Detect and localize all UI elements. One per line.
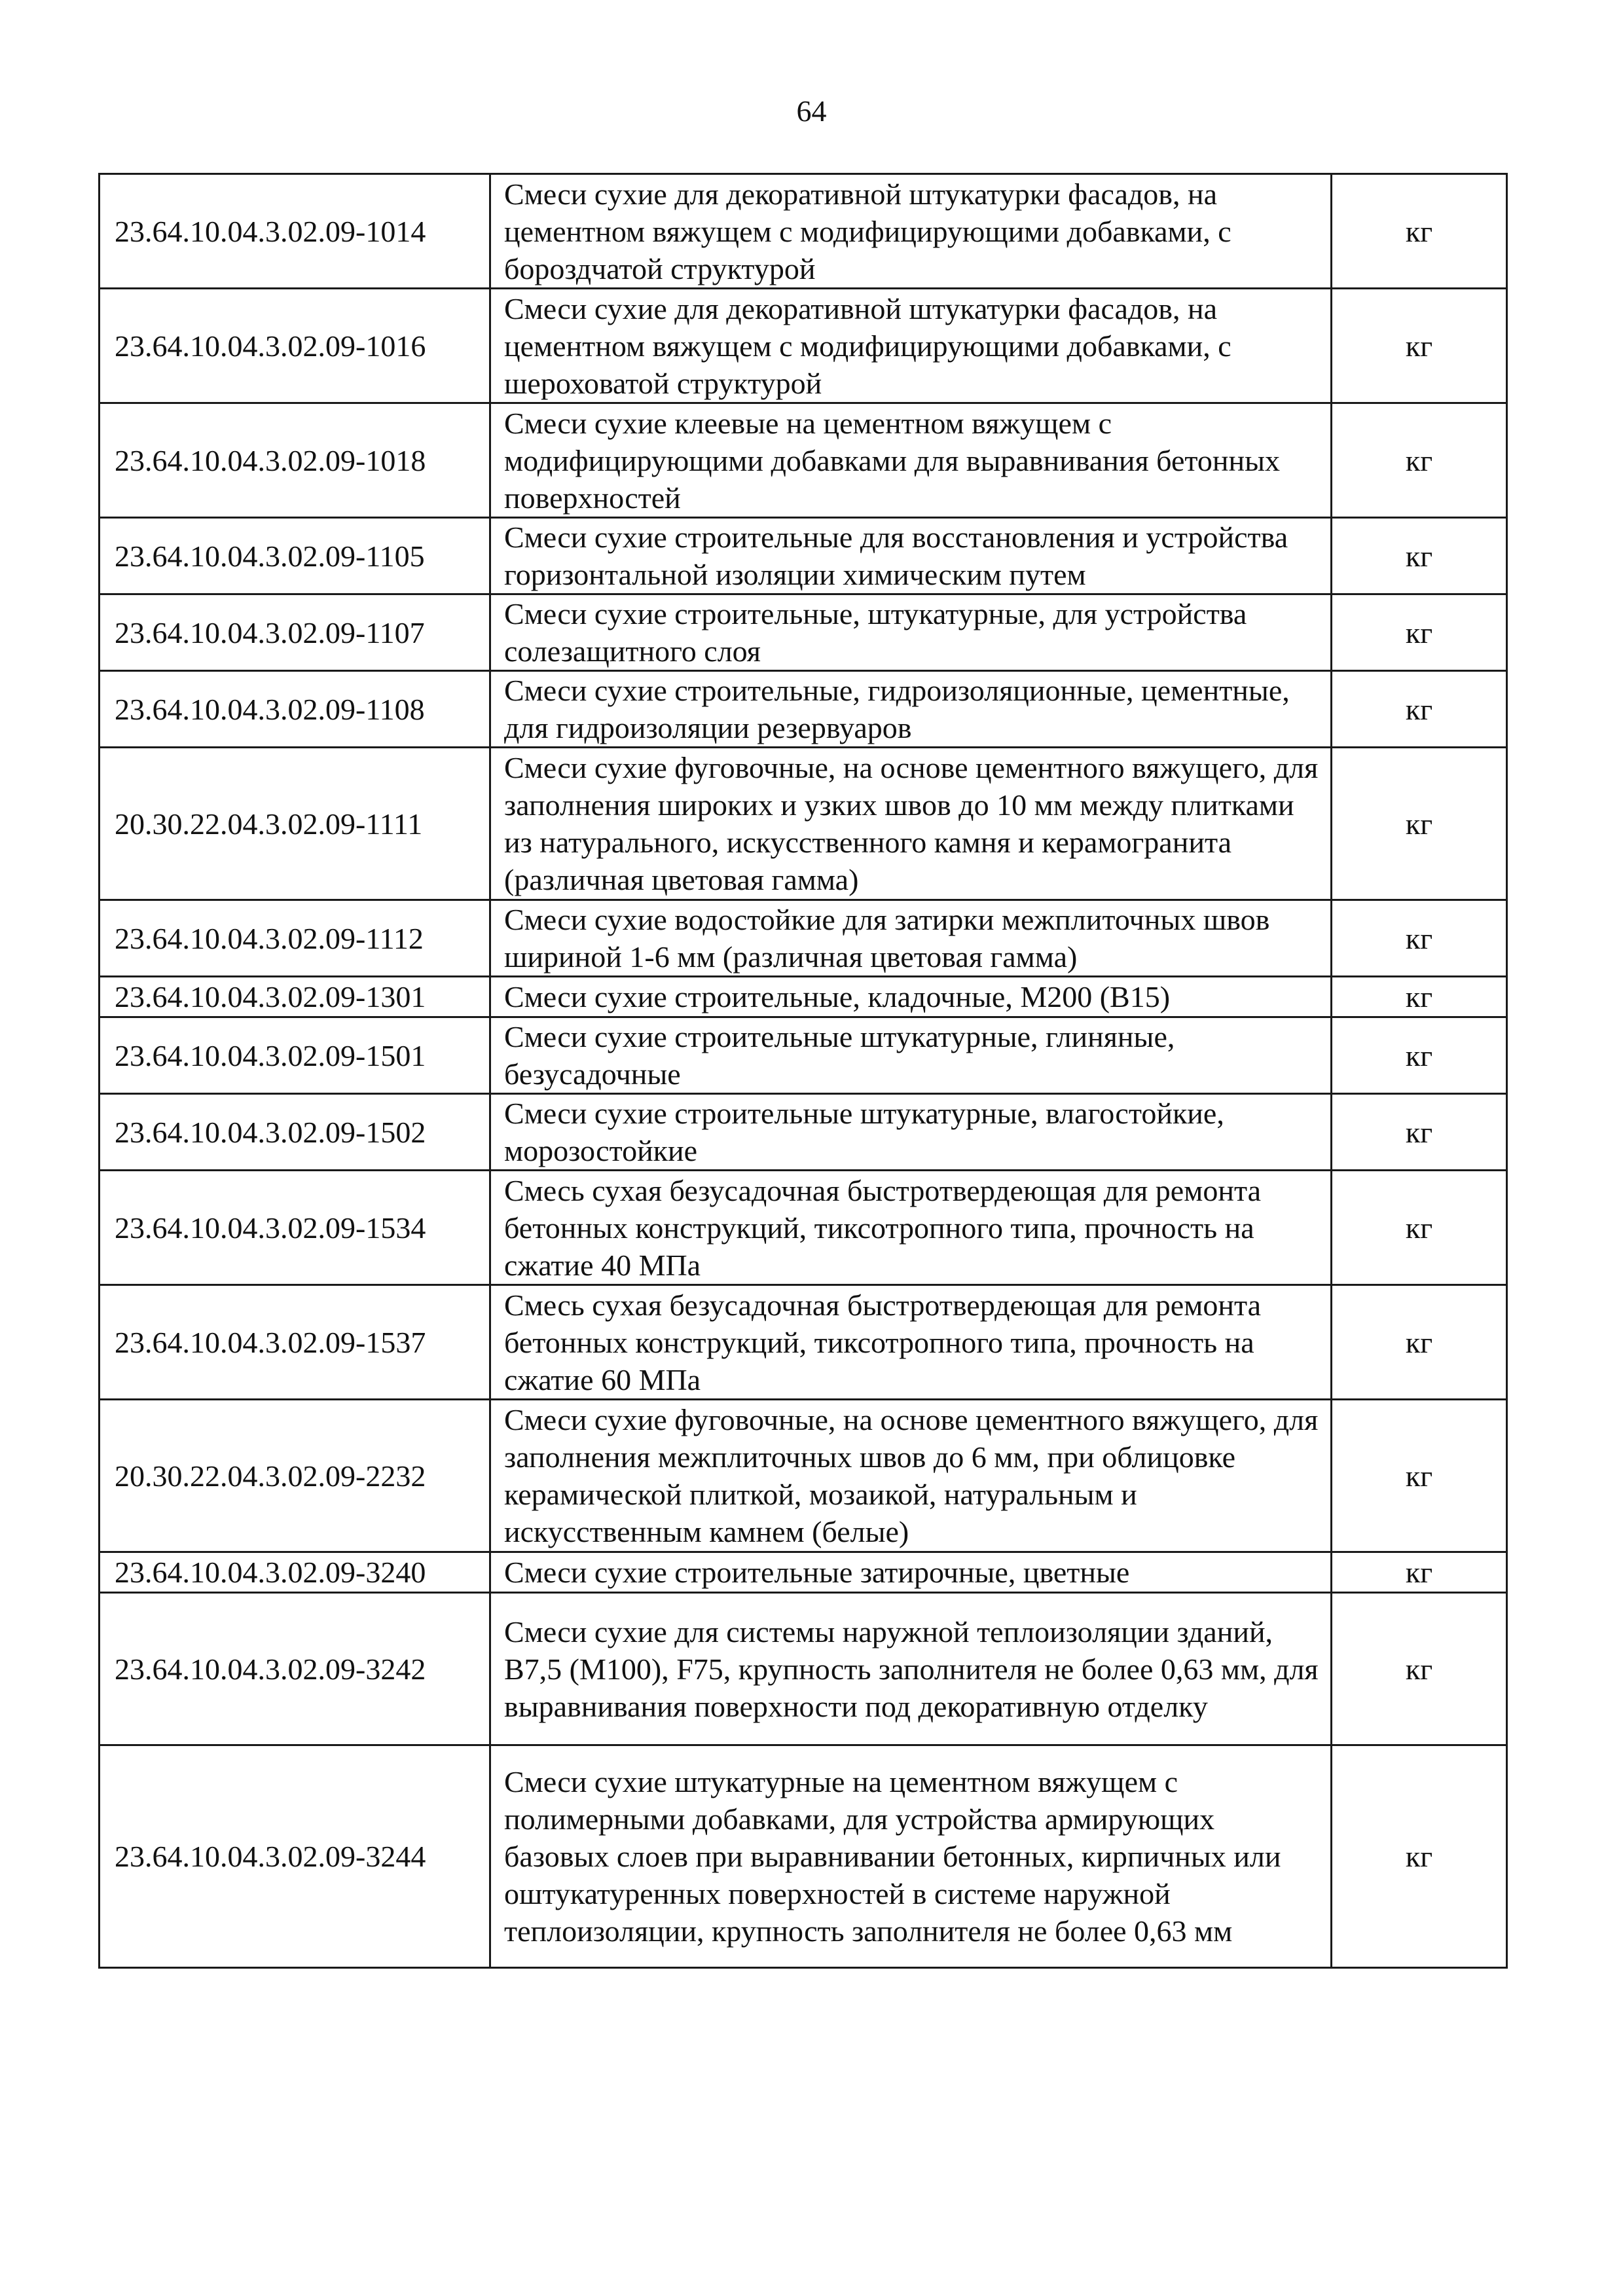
resource-name: Смеси сухие строительные затирочные, цветные [490,1552,1332,1593]
resource-code: 23.64.10.04.3.02.09-1534 [100,1171,490,1285]
table-row [100,748,1507,900]
resource-code: 23.64.10.04.3.02.09-3240 [100,1552,490,1593]
unit-of-measure: кг [1332,1593,1507,1745]
unit-of-measure: кг [1332,1094,1507,1171]
table-row [100,1171,1507,1285]
resource-code: 23.64.10.04.3.02.09-3242 [100,1593,490,1745]
table-row [100,1400,1507,1552]
resource-name: Смеси сухие строительные штукатурные, глиняные, безусадочные [490,1017,1332,1094]
resource-code: 23.64.10.04.3.02.09-1108 [100,671,490,748]
resource-name: Смеси сухие строительные, гидроизоляционные, цементные, для гидроизоляции резервуаров [490,671,1332,748]
table-row [100,900,1507,977]
resource-name: Смеси сухие фуговочные, на основе цементного вяжущего, для заполнения межплиточных швов до 6 мм, при облицовке керамической плиткой, мозаикой, натуральным и искусственным камнем (белые) [490,1400,1332,1552]
resource-name: Смеси сухие фуговочные, на основе цементного вяжущего, для заполнения широких и узких швов до 10 мм между плитками из натурального, искусственного камня и керамогранита (различная цветовая гамма) [490,748,1332,900]
resource-name: Смеси сухие клеевые на цементном вяжущем с модифицирующими добавками для выравнивания бетонных поверхностей [490,403,1332,518]
resource-name: Смеси сухие для системы наружной теплоизоляции зданий, В7,5 (М100), F75, крупность заполнителя не более 0,63 мм, для выравнивания поверхности под декоративную отделку [490,1593,1332,1745]
resource-code: 23.64.10.04.3.02.09-1016 [100,289,490,403]
table-row [100,1285,1507,1400]
resource-code: 23.64.10.04.3.02.09-1301 [100,977,490,1017]
resource-code: 20.30.22.04.3.02.09-2232 [100,1400,490,1552]
unit-of-measure: кг [1332,977,1507,1017]
table-row [100,671,1507,748]
resource-name: Смеси сухие штукатурные на цементном вяжущем с полимерными добавками, для устройства армирующих базовых слоев при выравнивании бетонных, кирпичных или оштукатуренных поверхностей в системе наружной теплоизоляции, крупность заполнителя не более 0,63 мм [490,1745,1332,1968]
resource-code: 23.64.10.04.3.02.09-1502 [100,1094,490,1171]
resource-name: Смеси сухие для декоративной штукатурки фасадов, на цементном вяжущем с модифицирующими добавками, с бороздчатой структурой [490,174,1332,289]
resource-name: Смеси сухие водостойкие для затирки межплиточных швов шириной 1-6 мм (различная цветовая гамма) [490,900,1332,977]
table-row [100,403,1507,518]
table-row [100,1593,1507,1745]
table-row [100,1552,1507,1593]
resource-code: 23.64.10.04.3.02.09-1014 [100,174,490,289]
resource-name: Смеси сухие строительные, кладочные, М200 (В15) [490,977,1332,1017]
resource-code: 20.30.22.04.3.02.09-1111 [100,748,490,900]
unit-of-measure: кг [1332,174,1507,289]
resource-name: Смеси сухие для декоративной штукатурки фасадов, на цементном вяжущем с модифицирующими добавками, с шероховатой структурой [490,289,1332,403]
resource-code: 23.64.10.04.3.02.09-3244 [100,1745,490,1968]
unit-of-measure: кг [1332,1552,1507,1593]
unit-of-measure: кг [1332,1400,1507,1552]
resource-name: Смеси сухие строительные для восстановления и устройства горизонтальной изоляции химическим путем [490,518,1332,594]
resource-code: 23.64.10.04.3.02.09-1018 [100,403,490,518]
resource-name: Смеси сухие строительные, штукатурные, для устройства солезащитного слоя [490,594,1332,671]
resource-code: 23.64.10.04.3.02.09-1537 [100,1285,490,1400]
unit-of-measure: кг [1332,748,1507,900]
table-row [100,1745,1507,1968]
unit-of-measure: кг [1332,518,1507,594]
table-row [100,977,1507,1017]
unit-of-measure: кг [1332,594,1507,671]
resource-name: Смеси сухие строительные штукатурные, влагостойкие, морозостойкие [490,1094,1332,1171]
unit-of-measure: кг [1332,289,1507,403]
page-number: 64 [796,94,827,128]
unit-of-measure: кг [1332,1285,1507,1400]
table-row [100,1094,1507,1171]
resource-code: 23.64.10.04.3.02.09-1107 [100,594,490,671]
resource-code: 23.64.10.04.3.02.09-1105 [100,518,490,594]
table-row [100,518,1507,594]
resource-name: Смесь сухая безусадочная быстротвердеющая для ремонта бетонных конструкций, тиксотропного типа, прочность на сжатие 40 МПа [490,1171,1332,1285]
unit-of-measure: кг [1332,1171,1507,1285]
resource-name: Смесь сухая безусадочная быстротвердеющая для ремонта бетонных конструкций, тиксотропного типа, прочность на сжатие 60 МПа [490,1285,1332,1400]
materials-table [98,173,1508,1969]
unit-of-measure: кг [1332,403,1507,518]
table-row [100,289,1507,403]
resource-code: 23.64.10.04.3.02.09-1501 [100,1017,490,1094]
unit-of-measure: кг [1332,671,1507,748]
unit-of-measure: кг [1332,1745,1507,1968]
table-row [100,594,1507,671]
resource-code: 23.64.10.04.3.02.09-1112 [100,900,490,977]
table-row [100,174,1507,289]
unit-of-measure: кг [1332,900,1507,977]
unit-of-measure: кг [1332,1017,1507,1094]
table-row [100,1017,1507,1094]
